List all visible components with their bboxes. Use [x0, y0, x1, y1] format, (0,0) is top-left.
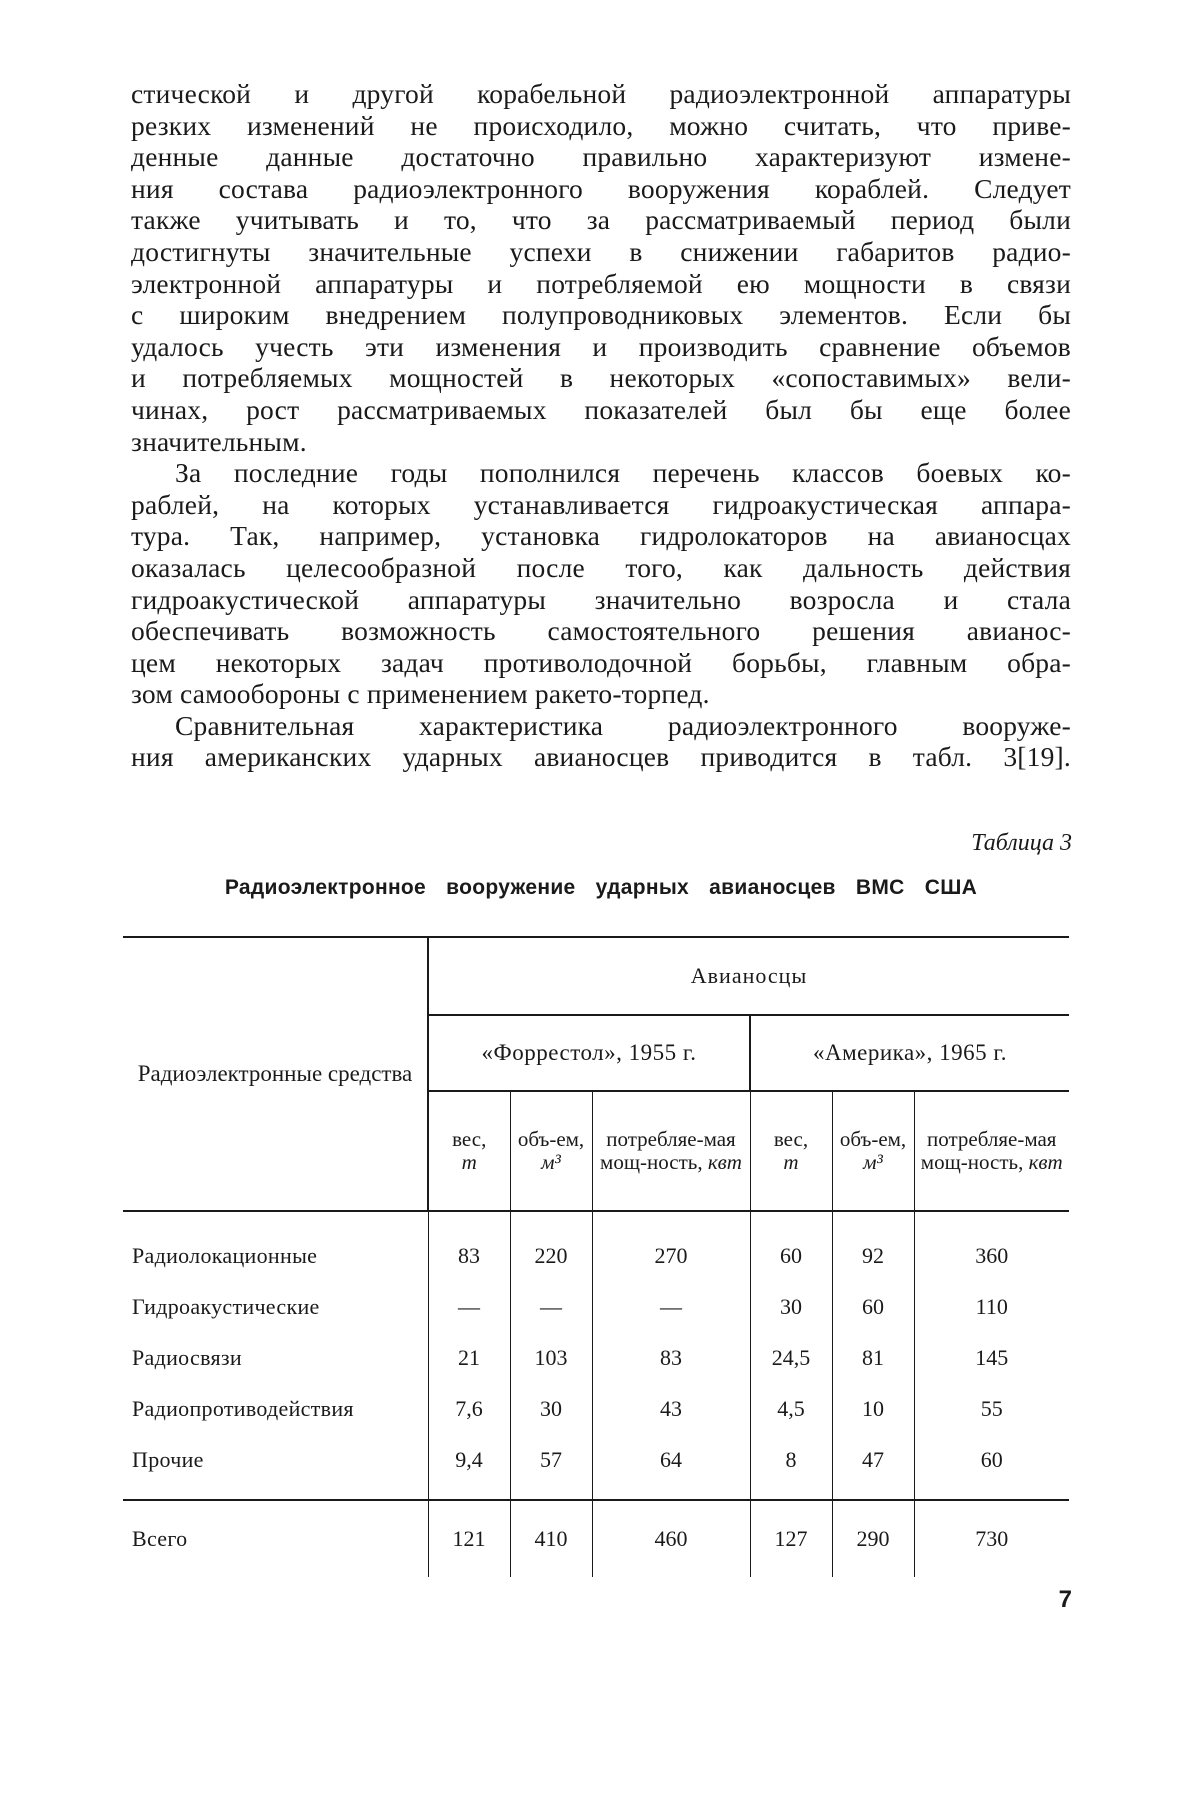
- table-cell: 60: [914, 1434, 1069, 1500]
- row-header: Радиоэлектронные средства: [123, 937, 428, 1211]
- column-header-weight: [750, 1091, 832, 1211]
- table-cell: 64: [592, 1434, 750, 1500]
- table-cell: —: [510, 1281, 592, 1332]
- table-cell: 270: [592, 1211, 750, 1281]
- text-line: достигнуты значительные успехи в снижении габаритов радио-: [131, 235, 1071, 267]
- ship-header-america: «Америка», 1965 г.: [750, 1015, 1069, 1091]
- text-line: и потребляемых мощностей в некоторых «сопоставимых» вели-: [131, 362, 1071, 394]
- text-line: также учитывать и то, что за рассматриваемый период были: [131, 204, 1071, 236]
- table-row: [123, 1434, 1069, 1500]
- text-line: резких изменений не происходило, можно считать, что приве-: [131, 109, 1071, 141]
- table-row: [123, 1332, 1069, 1383]
- table-cell: 57: [510, 1434, 592, 1500]
- paragraph-2: [131, 457, 1071, 710]
- table-cell: 9,4: [428, 1434, 510, 1500]
- table-cell: 220: [510, 1211, 592, 1281]
- table-cell: 21: [428, 1332, 510, 1383]
- table-cell: 60: [750, 1211, 832, 1281]
- table-cell: 8: [750, 1434, 832, 1500]
- text-line: раблей, на которых устанавливается гидроакустическая аппара-: [131, 488, 1071, 520]
- column-label: потребляе-мая мощ-ность,: [600, 1127, 736, 1174]
- table-cell: 83: [592, 1332, 750, 1383]
- row-name: Радиосвязи: [132, 1344, 242, 1370]
- text-line: оказалась целесообразной после того, как дальность действия: [131, 551, 1071, 583]
- table-cell: 30: [510, 1383, 592, 1434]
- table-cell: 55: [914, 1383, 1069, 1434]
- column-unit: т: [461, 1150, 477, 1174]
- table-cell: 145: [914, 1332, 1069, 1383]
- text-line: электронной аппаратуры и потребляемой ею мощности в связи: [131, 267, 1071, 299]
- text-line: стической и другой корабельной радиоэлектронной аппаратуры: [131, 78, 1071, 109]
- data-table: [123, 936, 1069, 1577]
- table-cell: 460: [592, 1500, 750, 1577]
- text-line: гидроакустической аппаратуры значительно возросла и стала: [131, 583, 1071, 615]
- table-row: [123, 1383, 1069, 1434]
- column-label: потребляе-мая мощ-ность,: [920, 1127, 1057, 1174]
- text-line: ния американских ударных авианосцев приводится в табл. 3[19].: [131, 741, 1071, 773]
- table-cell: 730: [914, 1500, 1069, 1577]
- column-header-power: [592, 1091, 750, 1211]
- group-header: Авианосцы: [428, 937, 1069, 1015]
- column-label: объ-ем,: [517, 1127, 585, 1151]
- table-cell: 360: [914, 1211, 1069, 1281]
- table-cell: 103: [510, 1332, 592, 1383]
- table-cell: 121: [428, 1500, 510, 1577]
- table-cell: 30: [750, 1281, 832, 1332]
- column-label: вес,: [773, 1127, 809, 1151]
- column-label: объ-ем,: [839, 1127, 907, 1151]
- table-cell: —: [428, 1281, 510, 1332]
- table-total-row: [123, 1500, 1069, 1577]
- text-line: За последние годы пополнился перечень классов боевых ко-: [175, 457, 1071, 489]
- table-cell: 290: [832, 1500, 914, 1577]
- table-title: Радиоэлектронное вооружение ударных авианосцев ВМС США: [224, 876, 978, 899]
- table-label: Таблица 3: [971, 830, 1072, 856]
- column-unit: квт: [707, 1150, 742, 1174]
- row-name: Радиопротиводействия: [132, 1395, 354, 1421]
- table-cell: 81: [832, 1332, 914, 1383]
- text-line: ния состава радиоэлектронного вооружения кораблей. Следует: [131, 172, 1071, 204]
- row-name: Всего: [123, 1500, 428, 1577]
- row-name: Гидроакустические: [132, 1293, 320, 1319]
- column-unit: квт: [1028, 1150, 1063, 1174]
- text-line: чинах, рост рассматриваемых показателей был бы еще более: [131, 393, 1071, 425]
- text-line: денные данные достаточно правильно характеризуют измене-: [131, 141, 1071, 173]
- table-cell: 110: [914, 1281, 1069, 1332]
- column-header-weight: [428, 1091, 510, 1211]
- table-cell: 60: [832, 1281, 914, 1332]
- column-label: вес,: [452, 1127, 487, 1151]
- text-line: Сравнительная характеристика радиоэлектронного вооруже-: [175, 709, 1071, 741]
- column-unit: м³: [863, 1150, 883, 1174]
- paragraph-3: [131, 710, 1071, 773]
- table-cell: 4,5: [750, 1383, 832, 1434]
- text-line: обеспечивать возможность самостоятельного решения авианос-: [131, 615, 1071, 647]
- column-header-volume: [510, 1091, 592, 1211]
- text-line: с широким внедрением полупроводниковых элементов. Если бы: [131, 299, 1071, 331]
- column-header-volume: [832, 1091, 914, 1211]
- body-text: [131, 78, 1071, 773]
- text-line: зом самообороны с применением ракето-торпед.: [131, 678, 710, 710]
- table-cell: 92: [832, 1211, 914, 1281]
- table-cell: 7,6: [428, 1383, 510, 1434]
- text-line: значительным.: [131, 425, 307, 457]
- text-line: цем некоторых задач противолодочной борьбы, главным обра-: [131, 646, 1071, 678]
- text-line: удалось учесть эти изменения и производить сравнение объемов: [131, 330, 1071, 362]
- table-row: [123, 1281, 1069, 1332]
- table-cell: 127: [750, 1500, 832, 1577]
- text-line: тура. Так, например, установка гидролокаторов на авианосцах: [131, 520, 1071, 552]
- table-cell: 410: [510, 1500, 592, 1577]
- table-row: [123, 1211, 1069, 1281]
- table-cell: 47: [832, 1434, 914, 1500]
- page-number: 7: [1058, 1586, 1072, 1613]
- ship-header-forrestal: «Форрестол», 1955 г.: [428, 1015, 750, 1091]
- row-name: Прочие: [132, 1446, 204, 1472]
- table-cell: —: [592, 1281, 750, 1332]
- table-cell: 43: [592, 1383, 750, 1434]
- table-cell: 83: [428, 1211, 510, 1281]
- row-name: Радиолокационные: [132, 1242, 318, 1268]
- table-container: [123, 936, 1069, 1577]
- paragraph-1: [131, 78, 1071, 457]
- column-unit: м³: [541, 1150, 561, 1174]
- table-cell: 10: [832, 1383, 914, 1434]
- table-cell: 24,5: [750, 1332, 832, 1383]
- column-unit: т: [783, 1150, 799, 1174]
- column-header-power: [914, 1091, 1069, 1211]
